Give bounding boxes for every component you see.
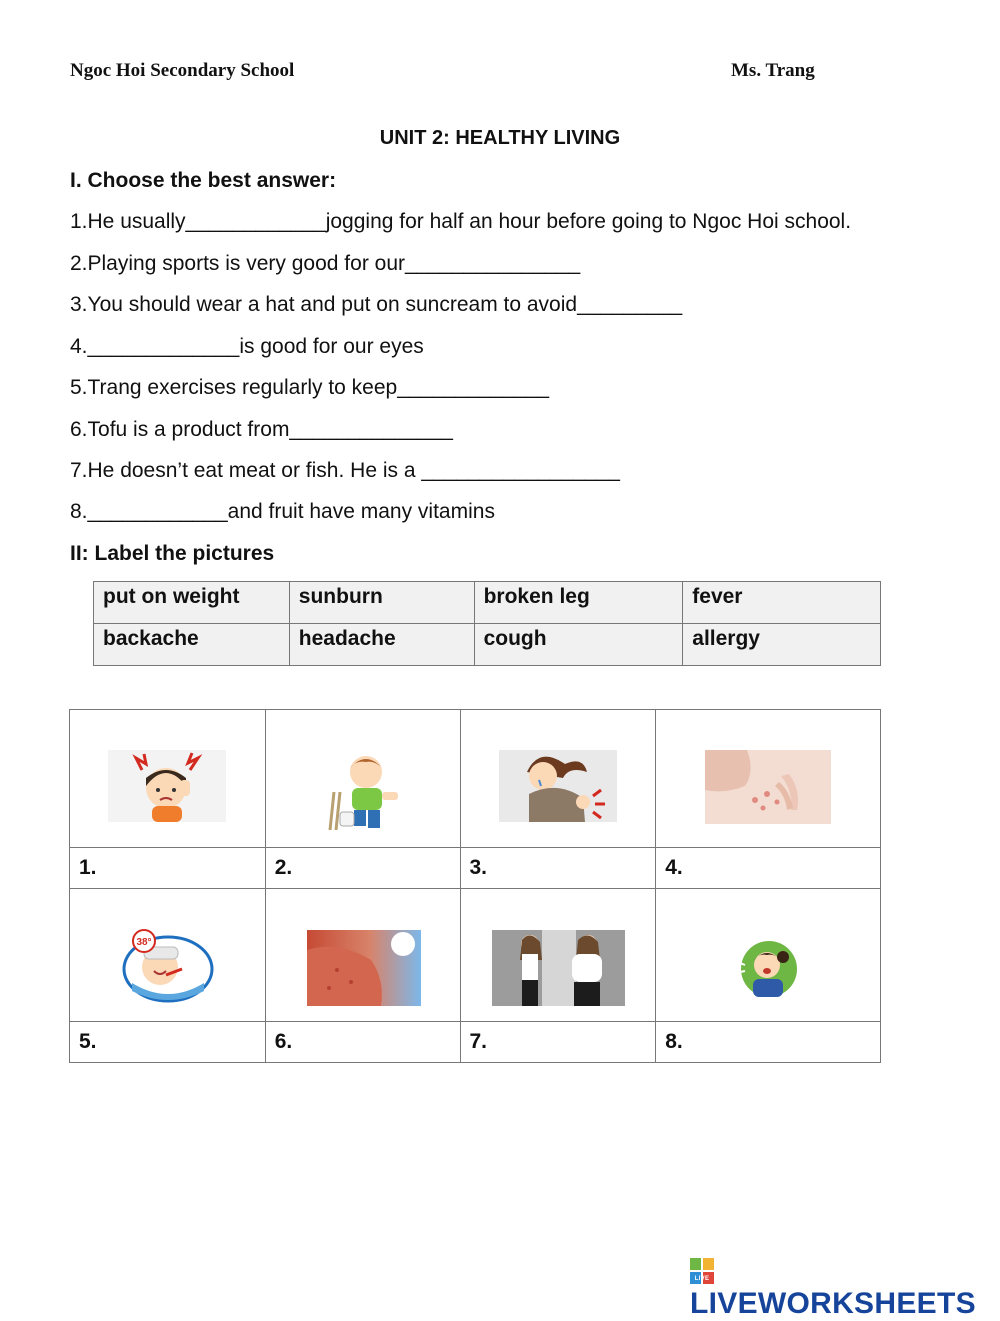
question-2: 2.Playing sports is very good for our_______________ xyxy=(70,252,581,275)
word-bank-cell: backache xyxy=(94,624,290,666)
word-bank-cell: fever xyxy=(683,582,881,624)
sunburn-picture xyxy=(307,930,421,1006)
cough-picture xyxy=(731,939,807,999)
picture-label-2: 2. xyxy=(265,848,460,889)
word-bank-cell: cough xyxy=(474,624,683,666)
put-on-weight-picture xyxy=(492,930,625,1006)
picture-label-7: 7. xyxy=(460,1022,656,1063)
picture-cell xyxy=(460,889,656,1022)
picture-cell xyxy=(656,710,881,848)
picture-cell xyxy=(460,710,656,848)
picture-label-3: 3. xyxy=(460,848,656,889)
picture-cell xyxy=(656,889,881,1022)
picture-label-4: 4. xyxy=(656,848,881,889)
word-bank-cell: allergy xyxy=(683,624,881,666)
word-bank-cell: put on weight xyxy=(94,582,290,624)
picture-label-8: 8. xyxy=(656,1022,881,1063)
section-2-heading: II: Label the pictures xyxy=(70,542,275,565)
picture-cell xyxy=(70,889,266,1022)
question-5: 5.Trang exercises regularly to keep_____________ xyxy=(70,376,550,399)
page-title: UNIT 2: HEALTHY LIVING xyxy=(379,127,621,149)
word-bank-cell: broken leg xyxy=(474,582,683,624)
liveworksheets-logo-text: LIVEWORKSHEETS xyxy=(690,1287,976,1320)
liveworksheets-logo xyxy=(690,1253,1000,1321)
picture-cell xyxy=(265,710,460,848)
fever-picture xyxy=(120,929,216,1003)
question-4: 4._____________is good for our eyes xyxy=(70,335,424,358)
fever-badge-text: 38° xyxy=(136,937,152,948)
teacher-name: Ms. Trang xyxy=(731,60,815,81)
question-3: 3.You should wear a hat and put on suncream to avoid_________ xyxy=(70,293,683,316)
allergy-picture xyxy=(705,750,831,824)
backache-picture xyxy=(499,750,617,822)
school-name: Ngoc Hoi Secondary School xyxy=(70,60,295,81)
picture-cell xyxy=(70,710,266,848)
logo-mark-text: LIVE xyxy=(694,1276,710,1283)
liveworksheets-logo-icon xyxy=(690,1258,714,1284)
word-bank-cell: sunburn xyxy=(289,582,474,624)
question-1: 1.He usually____________jogging for half an hour before going to Ngoc Hoi school. xyxy=(70,210,852,233)
picture-cell xyxy=(265,889,460,1022)
broken-leg-picture xyxy=(304,752,422,830)
question-6: 6.Tofu is a product from______________ xyxy=(70,418,453,441)
headache-picture xyxy=(108,750,226,822)
picture-label-1: 1. xyxy=(70,848,266,889)
question-8: 8.____________and fruit have many vitamins xyxy=(70,500,495,523)
word-bank-cell: headache xyxy=(289,624,474,666)
picture-label-5: 5. xyxy=(70,1022,266,1063)
picture-label-table xyxy=(69,709,881,1063)
section-1-heading: I. Choose the best answer: xyxy=(70,169,337,192)
question-7: 7.He doesn’t eat meat or fish. He is a _________________ xyxy=(70,459,620,482)
word-bank-table xyxy=(93,581,881,666)
picture-label-6: 6. xyxy=(265,1022,460,1063)
